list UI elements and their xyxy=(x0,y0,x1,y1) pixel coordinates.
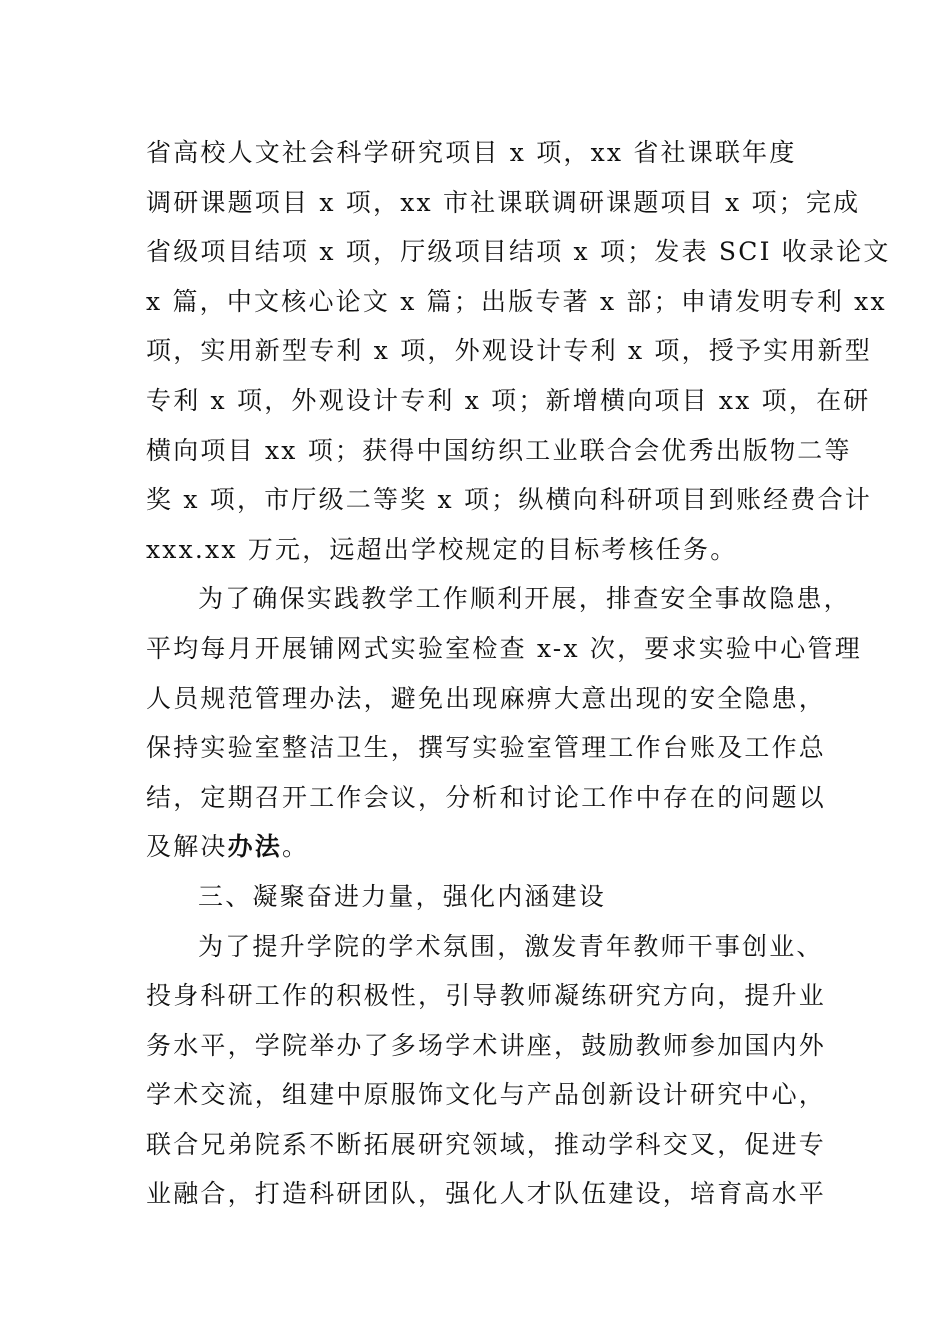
paragraph-academic-atmosphere xyxy=(146,922,827,1220)
text-line: 省级项目结项 x 项，厅级项目结项 x 项；发表 SCI 收录论文 xyxy=(146,237,891,267)
text-line: 调研课题项目 x 项，xx 市社课联调研课题项目 x 项；完成 xyxy=(146,187,861,217)
text-line: 横向项目 xx 项；获得中国纺织工业联合会优秀出版物二等 xyxy=(146,435,852,465)
section-heading: 三、凝聚奋进力量，强化内涵建设 xyxy=(198,881,607,911)
bold-text-span: 办法 xyxy=(227,832,283,862)
text-line: 专利 x 项，外观设计专利 x 项；新增横向项目 xx 项，在研 xyxy=(146,385,871,415)
text-line: 保持实验室整洁卫生，撰写实验室管理工作台账及工作总 xyxy=(146,733,827,763)
text-line: 为了确保实践教学工作顺利开展，排查安全事故隐患， xyxy=(198,584,851,614)
text-line: 结，定期召开工作会议，分析和讨论工作中存在的问题以 xyxy=(146,782,827,812)
text-line: x 篇，中文核心论文 x 篇；出版专著 x 部；申请发明专利 xx xyxy=(146,286,887,316)
text-span: 及解决 xyxy=(146,832,228,862)
paragraph-lab-safety xyxy=(146,574,862,872)
text-line: 为了提升学院的学术氛围，激发青年教师干事创业、 xyxy=(198,931,824,961)
text-line: 投身科研工作的积极性，引导教师凝练研究方向，提升业 xyxy=(146,981,827,1011)
text-line-last xyxy=(146,822,816,872)
document-body xyxy=(146,128,891,1219)
text-line: 务水平，学院举办了多场学术讲座，鼓励教师参加国内外 xyxy=(146,1030,827,1060)
text-line: 业融合，打造科研团队，强化人才队伍建设，培育高水平 xyxy=(146,1179,827,1209)
text-line: 人员规范管理办法，避免出现麻痹大意出现的安全隐患， xyxy=(146,683,827,713)
text-line: 学术交流，组建中原服饰文化与产品创新设计研究中心， xyxy=(146,1080,827,1110)
paragraph-research-results xyxy=(146,128,891,574)
text-line: 项，实用新型专利 x 项，外观设计专利 x 项，授予实用新型 xyxy=(146,336,872,366)
text-line: 联合兄弟院系不断拓展研究领域，推动学科交叉，促进专 xyxy=(146,1129,827,1159)
text-line: xxx.xx 万元，远超出学校规定的目标考核任务。 xyxy=(146,534,738,564)
text-line: 省高校人文社会科学研究项目 x 项，xx 省社课联年度 xyxy=(146,138,797,167)
text-line: 平均每月开展铺网式实验室检查 x-x 次，要求实验中心管理 xyxy=(146,633,862,663)
text-span: 。 xyxy=(282,832,310,862)
text-line: 奖 x 项，市厅级二等奖 x 项；纵横向科研项目到账经费合计 xyxy=(146,485,872,515)
